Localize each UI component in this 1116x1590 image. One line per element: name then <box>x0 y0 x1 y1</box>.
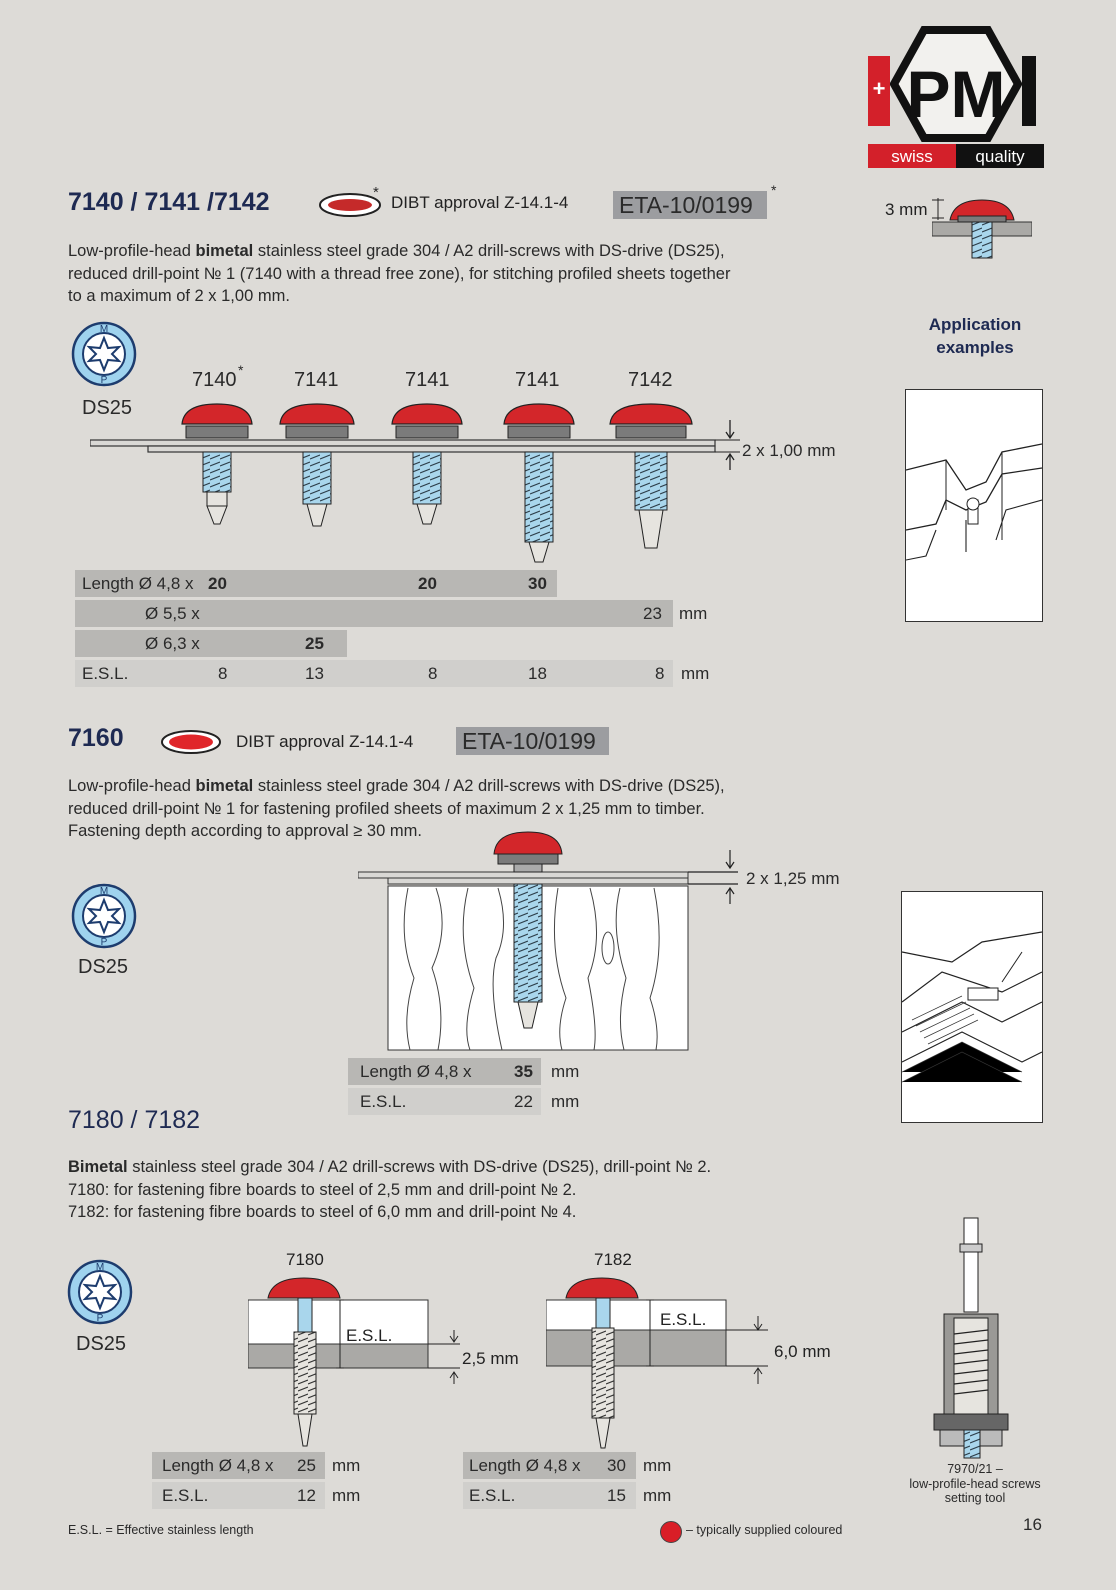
screw-label-7140: 7140 <box>192 369 237 391</box>
esl-footnote: E.S.L. = Effective stainless length <box>68 1523 254 1537</box>
table3b-length-unit: mm <box>643 1456 672 1475</box>
table1-row2-val: 23 <box>643 604 662 623</box>
table3a-length-unit: mm <box>332 1456 361 1475</box>
screw-7141a <box>280 404 354 526</box>
ds25-drive-icon-2 <box>70 882 138 955</box>
table2-length-label: Length Ø 4,8 x <box>360 1062 472 1081</box>
table3b-esl-val: 15 <box>607 1486 626 1505</box>
table3a-length-val: 25 <box>297 1456 316 1475</box>
section1-eta: ETA-10/0199 <box>613 191 767 219</box>
section1-title: 7140 / 7141 /7142 <box>68 188 270 216</box>
table1-row2-label: Ø 5,5 x <box>145 604 200 623</box>
table2-esl-val: 22 <box>514 1092 533 1111</box>
table1-esl-val5: 8 <box>655 664 665 683</box>
table1-esl-val1: 8 <box>218 664 228 683</box>
screw-b-esl-label: E.S.L. <box>660 1310 707 1329</box>
table1-esl-unit: mm <box>681 664 710 683</box>
screw-a-name: 7180 <box>286 1250 324 1269</box>
screw-label-7141c: 7141 <box>515 369 560 391</box>
svg-text:P: P <box>96 1313 104 1324</box>
table3b-length-val: 30 <box>607 1456 626 1475</box>
head-height-diagram <box>932 192 1032 262</box>
section2-description: Low-profile-head bimetal stainless steel grade 304 / A2 drill-screws with DS-drive (DS25), reduced drill-point № 1 for fastening profiled sheets of maximum 2 x 1,25 mm to timber. Fastening depth according to approval ≥ 30 mm. <box>68 777 725 840</box>
colour-footnote: – typically supplied coloured <box>686 1523 843 1537</box>
section3-title: 7180 / 7182 <box>68 1106 201 1134</box>
stitching-screws-diagram <box>90 398 750 568</box>
table3a-esl-val: 12 <box>297 1486 316 1505</box>
section1-approval: DIBT approval Z-14.1-4 <box>391 193 569 212</box>
table3b-esl-label: E.S.L. <box>469 1486 516 1505</box>
thickness-2: 2 x 1,25 mm <box>746 869 840 888</box>
table3a-esl-label: E.S.L. <box>162 1486 209 1505</box>
timber-screw-diagram <box>358 828 738 1052</box>
ds25-drive-icon-3 <box>66 1258 134 1331</box>
ds25-label-3: DS25 <box>76 1333 127 1355</box>
ds25-drive-icon <box>70 320 138 393</box>
section2-title: 7160 <box>68 724 124 752</box>
section2-eta: ETA-10/0199 <box>456 727 609 755</box>
table3b-length-label: Length Ø 4,8 x <box>469 1456 581 1475</box>
section1-description: Low-profile-head bimetal stainless steel grade 304 / A2 drill-screws with DS-drive (DS25), reduced drill-point № 1 (7140 with a thread free zone), for stitching profiled sheets together to a maximum of 2 x 1,00 mm. <box>68 242 731 305</box>
logo-quality: quality <box>975 147 1025 166</box>
table3a-length-label: Length Ø 4,8 x <box>162 1456 274 1475</box>
table1-esl-label: E.S.L. <box>82 664 129 683</box>
screw-asterisk: * <box>238 362 244 378</box>
table1-esl-val2: 13 <box>305 664 324 683</box>
svg-text:+: + <box>872 76 886 101</box>
setting-tool-illustration <box>920 1214 1020 1460</box>
tool-caption: 7970/21 – low-profile-head screws setting tool <box>909 1462 1041 1505</box>
table1-esl-val3: 8 <box>428 664 438 683</box>
screw-7142 <box>610 404 692 548</box>
application-example-1 <box>905 389 1043 622</box>
screw-7140 <box>182 404 252 524</box>
svg-text:M: M <box>95 1262 105 1273</box>
table2-length-unit: mm <box>551 1062 580 1081</box>
eta-asterisk: * <box>771 182 777 198</box>
section2-approval: DIBT approval Z-14.1-4 <box>236 732 414 751</box>
screw-label-7142: 7142 <box>628 369 673 391</box>
svg-text:M: M <box>99 886 109 897</box>
screw-label-7141a: 7141 <box>294 369 339 391</box>
table1-row1-val3: 30 <box>528 574 547 593</box>
application-examples-title: Application examples <box>928 315 1022 357</box>
svg-text:M: M <box>99 324 109 335</box>
ds25-label-2: DS25 <box>78 956 129 978</box>
table2-esl-label: E.S.L. <box>360 1092 407 1111</box>
red-head-icon <box>160 729 222 760</box>
section3-description: Bimetal stainless steel grade 304 / A2 drill-screws with DS-drive (DS25), drill-point № 2. 7180: for fastening fibre boards to steel of 2,5 mm and drill-point № 2. 7182: for fastening fibre boards to steel of 6,0 mm and drill-point № 4. <box>68 1158 712 1221</box>
table1-row1-val2: 20 <box>418 574 437 593</box>
red-dot-icon <box>660 1521 682 1543</box>
screw-a-esl-label: E.S.L. <box>346 1326 393 1345</box>
table3a-esl-unit: mm <box>332 1486 361 1505</box>
screw-b-name: 7182 <box>594 1250 632 1269</box>
table1-row1-val1: 20 <box>208 574 227 593</box>
thickness-1: 2 x 1,00 mm <box>742 441 836 460</box>
pmj-logo <box>868 22 1044 170</box>
table2-esl-unit: mm <box>551 1092 580 1111</box>
page-number: 16 <box>1023 1515 1042 1534</box>
fibre-board-7180-diagram <box>248 1274 478 1454</box>
screw-b-steel: 6,0 mm <box>774 1342 831 1361</box>
table1-esl-val4: 18 <box>528 664 547 683</box>
table1-row1-label: Length Ø 4,8 x <box>82 574 194 593</box>
screw-label-7141b: 7141 <box>405 369 450 391</box>
screw-7141c <box>504 404 574 562</box>
screw-a-steel: 2,5 mm <box>462 1349 519 1368</box>
logo-text: PM <box>906 57 1006 131</box>
table1-esl-bar <box>75 660 673 687</box>
table2-length-val: 35 <box>514 1062 533 1081</box>
table3b-esl-unit: mm <box>643 1486 672 1505</box>
head-height-label: 3 mm <box>885 200 928 219</box>
screw-7141b <box>392 404 462 524</box>
svg-text:P: P <box>100 937 108 948</box>
table1-row3-val: 25 <box>305 634 324 653</box>
approval-asterisk: * <box>373 184 379 201</box>
table1-row3-label: Ø 6,3 x <box>145 634 200 653</box>
application-example-2 <box>901 891 1043 1123</box>
logo-swiss: swiss <box>891 147 933 166</box>
svg-text:P: P <box>100 375 108 386</box>
fibre-board-7182-diagram <box>546 1274 776 1454</box>
ds25-label: DS25 <box>82 397 133 419</box>
table1-row2-unit: mm <box>679 604 708 623</box>
